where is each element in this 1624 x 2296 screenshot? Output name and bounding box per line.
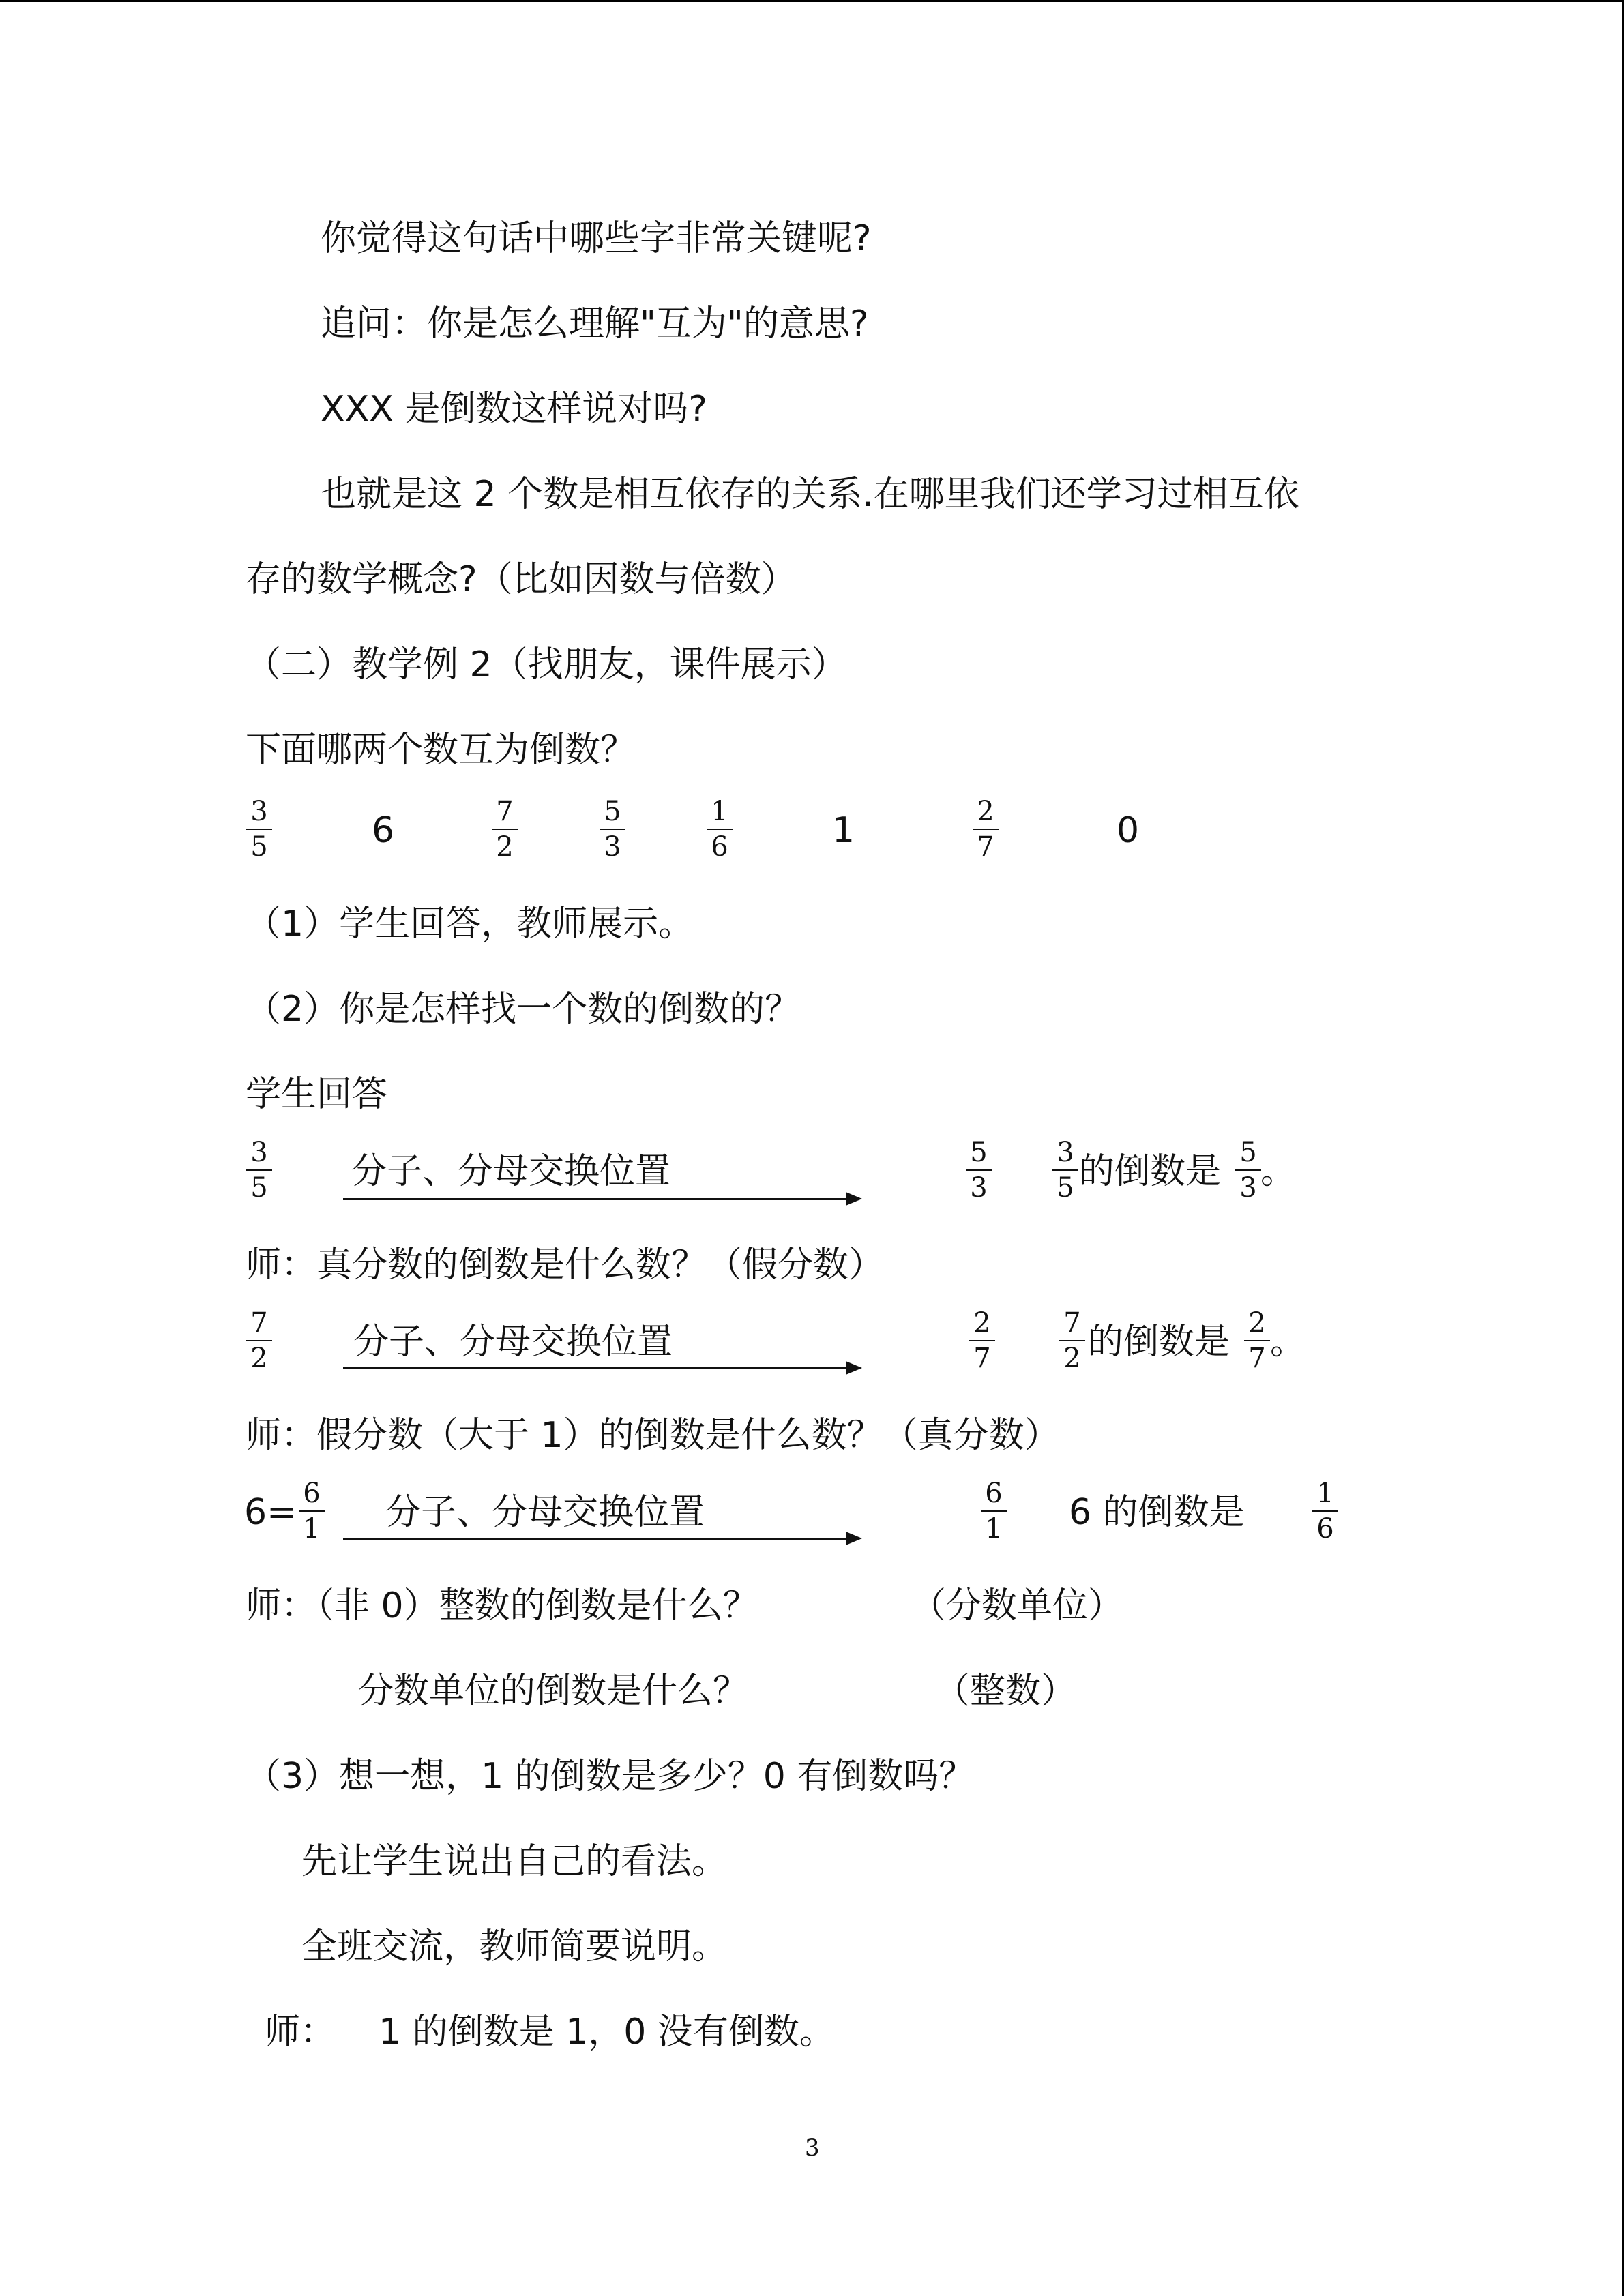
- period: 。: [1270, 1322, 1306, 1362]
- text-line: （1）学生回答，教师展示。: [246, 904, 694, 944]
- fraction-3-5: 3 5: [242, 796, 276, 862]
- whole-number: 0: [1117, 810, 1140, 851]
- arrow-label: 分子、分母交换位置: [351, 1151, 671, 1192]
- text-line: 学生回答: [246, 1074, 388, 1115]
- fraction-5-3: 5 3: [595, 796, 630, 862]
- text-line: （3）想一想，1 的倒数是多少？0 有倒数吗？: [246, 1756, 975, 1797]
- fraction-6-1: 6 1: [977, 1478, 1011, 1544]
- section-heading: （二）教学例 2（找朋友，课件展示）: [246, 644, 847, 685]
- arrow-line: [343, 1198, 848, 1200]
- answer-note: （分数单位）: [911, 1585, 1124, 1626]
- arrow-line: [343, 1367, 848, 1369]
- text-line: 先让学生说出自己的看法。: [301, 1841, 728, 1882]
- arrow-label: 分子、分母交换位置: [353, 1322, 673, 1362]
- result-text: 的倒数是: [1088, 1322, 1230, 1362]
- arrow-head-icon: [846, 1192, 862, 1206]
- page-number: 3: [805, 2134, 820, 2162]
- result-text: 的倒数是: [1079, 1151, 1222, 1192]
- fraction-5-3: 5 3: [962, 1137, 996, 1203]
- equation-prefix: 6=: [244, 1492, 297, 1533]
- fraction-2-7: 2 7: [969, 796, 1003, 862]
- whole-number: 1: [832, 810, 855, 851]
- text-line: （2）你是怎样找一个数的倒数的？: [246, 989, 801, 1030]
- teacher-label: 师：: [265, 2012, 336, 2053]
- text-line: 全班交流，教师简要说明。: [301, 1926, 728, 1967]
- result-text: 6 的倒数是: [1069, 1492, 1245, 1533]
- fraction-7-2: 7 2: [242, 1308, 276, 1373]
- text-line: 你觉得这句话中哪些字非常关键呢?: [321, 218, 872, 259]
- fraction-1-6: 1 6: [1308, 1478, 1342, 1544]
- teacher-line: 1 的倒数是 1，0 没有倒数。: [379, 2012, 835, 2053]
- whole-number: 6: [372, 810, 395, 851]
- fraction-5-3: 5 3: [1231, 1137, 1265, 1203]
- arrow-line: [343, 1538, 848, 1540]
- fraction-3-5: 3 5: [242, 1137, 276, 1203]
- fraction-6-1: 6 1: [295, 1478, 329, 1544]
- fraction-1-6: 1 6: [703, 796, 737, 862]
- question-line: 下面哪两个数互为倒数？: [246, 730, 636, 771]
- fraction-3-5: 3 5: [1048, 1137, 1082, 1203]
- fraction-2-7: 2 7: [1240, 1308, 1274, 1373]
- period: 。: [1260, 1151, 1297, 1192]
- teacher-line: 师：（非 0）整数的倒数是什么？: [246, 1585, 758, 1626]
- teacher-line: 师：真分数的倒数是什么数？（假分数）: [246, 1244, 885, 1285]
- arrow-label: 分子、分母交换位置: [385, 1492, 705, 1533]
- text-line: 追问：你是怎么理解"互为"的意思?: [321, 303, 869, 344]
- arrow-head-icon: [846, 1532, 862, 1545]
- fraction-7-2: 7 2: [488, 796, 522, 862]
- arrow-head-icon: [846, 1361, 862, 1375]
- teacher-line: 分数单位的倒数是什么？: [358, 1671, 749, 1712]
- teacher-line: 师：假分数（大于 1）的倒数是什么数？（真分数）: [246, 1415, 1060, 1456]
- answer-note: （整数）: [934, 1671, 1077, 1712]
- fraction-2-7: 2 7: [965, 1308, 999, 1373]
- text-line: XXX 是倒数这样说对吗?: [321, 389, 707, 430]
- text-line: 存的数学概念?（比如因数与倍数）: [246, 559, 797, 600]
- fraction-7-2: 7 2: [1055, 1308, 1089, 1373]
- text-line: 也就是这 2 个数是相互依存的关系.在哪里我们还学习过相互依: [321, 474, 1299, 515]
